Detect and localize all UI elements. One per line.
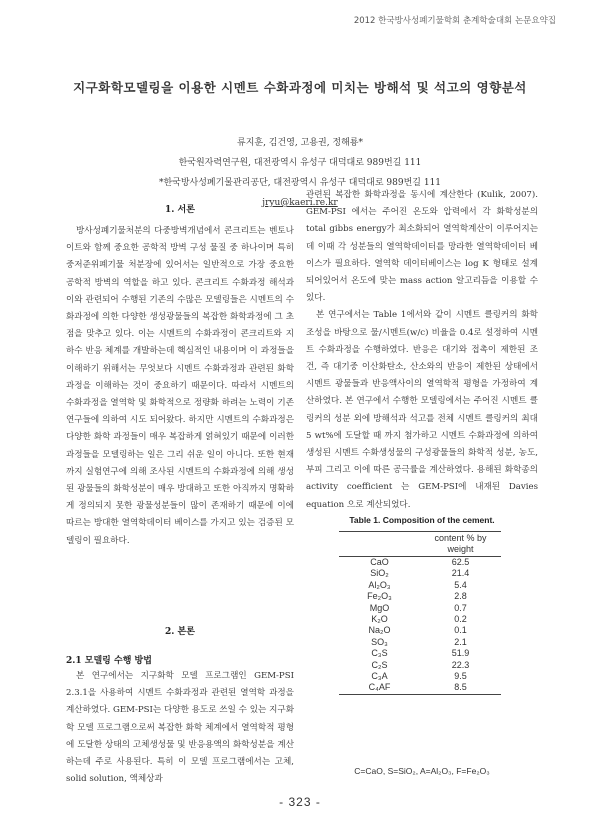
affiliation-2: *한국방사성폐기물관리공단, 대전광역시 유성구 대덕대로 989번길 111 [158,178,442,188]
composition-table [339,531,501,695]
component-value: 51.9 [451,648,470,659]
right-paragraph-2: 본 연구에서는 Table 1에서와 같이 시멘트 클링커의 화학조성을 바탕으로 물/시멘트(w/c) 비율을 0.4로 설정하여 시멘트 수화과정을 수행하였다. 반응은 대기와 접촉이 제한된 조건, 즉 대기중 이산화탄소, 산소와의 반응이 제한된 상태에서 시멘트 광물들과 반응액사이의 열역학적 평형을 가정하여 계산하였다. 본 연구에서 수행한 모델링에서는 주어진 시멘트 클링커의 성분 외에 방해석과 석고를 전체 시멘트 클링커의 최대 5 wt%에 도달할 때 까지 첨가하고 시멘트 수화과정에 의하여 생성된 시멘트 수화생성물의 구성광물들의 화학적 성분, 농도, 부피 그리고 이에 따른 공극률을 계산하였다. 용해된 화학종의 activity coefficient 는 GEM-PSI에 내재된 Davies equation 으로 계산되었다. [306,310,538,510]
component-name: Al₂O₃ [368,579,391,590]
component-name: C₄AF [339,682,420,694]
component-value: 2.1 [454,636,467,647]
paper-title: 지구화학모델링을 이용한 시멘트 수화과정에 미치는 방해석 및 석고의 영향분석 [73,80,527,95]
table-row [339,637,501,648]
table-row [339,614,501,625]
table-row [339,671,501,682]
table-row [339,625,501,636]
table-row [339,682,501,694]
component-value: 0.7 [454,602,467,613]
intro-text [66,223,294,550]
right-column-text [306,187,538,514]
component-name: MgO [369,602,390,613]
component-value: 5.4 [454,579,467,590]
subsection-title: 2.1 모델링 수행 방법 [66,656,152,666]
intro-paragraph: 방사성폐기물처분의 다중방벽개념에서 콘크리트는 벤토나이트와 함께 중요한 공학적 방벽 구성 물질 중 하나이며 특히 중저준위폐기물 처분장에 있어서는 일반적으로 가장 중요한 공학적 방벽의 역할을 하고 있다. 콘크리트 수화과정 해석과 이와 관련되어 수행된 기존의 수많은 모델링들은 시멘트의 수화과정에 의한 다양한 생성광물들의 복잡한 화학과정에 그 초점을 맞추고 있다. 이는 시멘트의 수화과정이 콘크리트와 지하수 반응 체계를 개발하는데 핵심적인 내용이며 이 과정들을 이해하기 위해서는 무엇보다 시멘트 수화과정과 관련된 화학과정을 이해하는 것이 중요하기 때문이다. 따라서 시멘트의 수화과정을 열역학 및 화학적으로 정량화 하려는 노력이 기존 연구들에 의하여 시도 되어왔다. 하지만 시멘트의 수화과정은 다양한 화학 과정들이 매우 복잡하게 얽혀있기 때문에 이러한 과정들을 모델링하는 일은 그리 쉬운 일이 아니다. 또한 현재까지 실험연구에 의해 조사된 시멘트의 수화과정에 의해 생성된 광물들의 화학성분이 매우 방대하고 또한 아직까지 명확하게 정의되지 못한 광물성분들이 많이 존재하기 때문에 이에 따르는 방대한 열역학데이터 베이스를 가지고 있는 검증된 모델링이 필요하다. [66,226,294,546]
table-row [339,603,501,614]
table-row [339,580,501,591]
journal-header: 2012 한국방사성폐기물학회 춘계학술대회 논문요약집 [353,16,556,26]
table-caption: Table 1. Composition of the cement. [349,515,495,525]
component-name: SO₃ [371,636,388,647]
component-name: C₂S [371,659,388,670]
table-row [339,591,501,602]
section-title-intro: 1. 서론 [165,205,195,215]
component-name: SiO₂ [370,568,389,579]
author-email[interactable]: jryu@kaeri.re.kr [262,198,338,208]
component-value: 8.5 [420,682,501,694]
table-row [339,557,501,569]
table-note: C=CaO, S=SiO₂, A=Al₂O₃, F=Fe₂O₃ [354,766,490,776]
component-name: C₃S [371,648,388,659]
right-paragraph-1: 관련된 복잡한 화학과정을 동시에 계산한다 (Kulik, 2007). GEM-PSI 에서는 주어진 온도와 압력에서 각 화학성분의 total gibbs energy가 최소화되어 열역학계산이 이루어지는데 이때 각 성분들의 열역학데이터를 망라한 열역학데이터 베이스가 필요하다. 열역학 데이터베이스는 log K 형태로 설계되어있어서 온도에 맞는 mass action 알고리듬을 이용할 수 있다. [306,190,538,304]
component-value: 9.5 [454,671,467,682]
table-row [339,660,501,671]
subsection-text [66,668,294,788]
component-value: 62.5 [451,557,470,567]
component-name: C₃A [371,671,388,682]
table-header-content: content % by weight [420,532,501,557]
author-names: 류지훈, 김건영, 고용권, 정해룡* [237,138,363,148]
component-name: Na₂O [368,625,391,636]
component-name: CaO [370,557,389,567]
component-value: 2.8 [454,591,467,602]
subsection-paragraph: 본 연구에서는 지구화학 모델 프로그램인 GEM-PSI 2.3.1을 사용하여 시멘트 수화과정과 관련된 열역학 과정을 계산하였다. GEM-PSI는 다양한 용도로 쓰일 수 있는 지구화학 모델 프로그램으로써 복잡한 화학 체계에서 열역학적 평형에 도달한 상태의 고체생성물 및 반응용액의 화학성분을 계산하는데 주로 사용된다. 특히 이 모델 프로그램에서는 고체, solid solution, 액체상과 [66,671,294,785]
component-value: 21.4 [451,568,470,579]
affiliation-1: 한국원자력연구원, 대전광역시 유성구 대덕대로 989번길 111 [178,158,422,168]
table-row [339,568,501,579]
component-name: Fe₂O₃ [367,591,392,602]
component-value: 0.1 [454,625,467,636]
table-row [339,648,501,659]
component-value: 22.3 [451,659,470,670]
table-header-empty [339,532,420,557]
page-number: - 323 - [279,795,321,809]
component-value: 0.2 [454,614,467,625]
section-title-body: 2. 본론 [165,627,195,637]
component-name: K₂O [371,614,388,625]
